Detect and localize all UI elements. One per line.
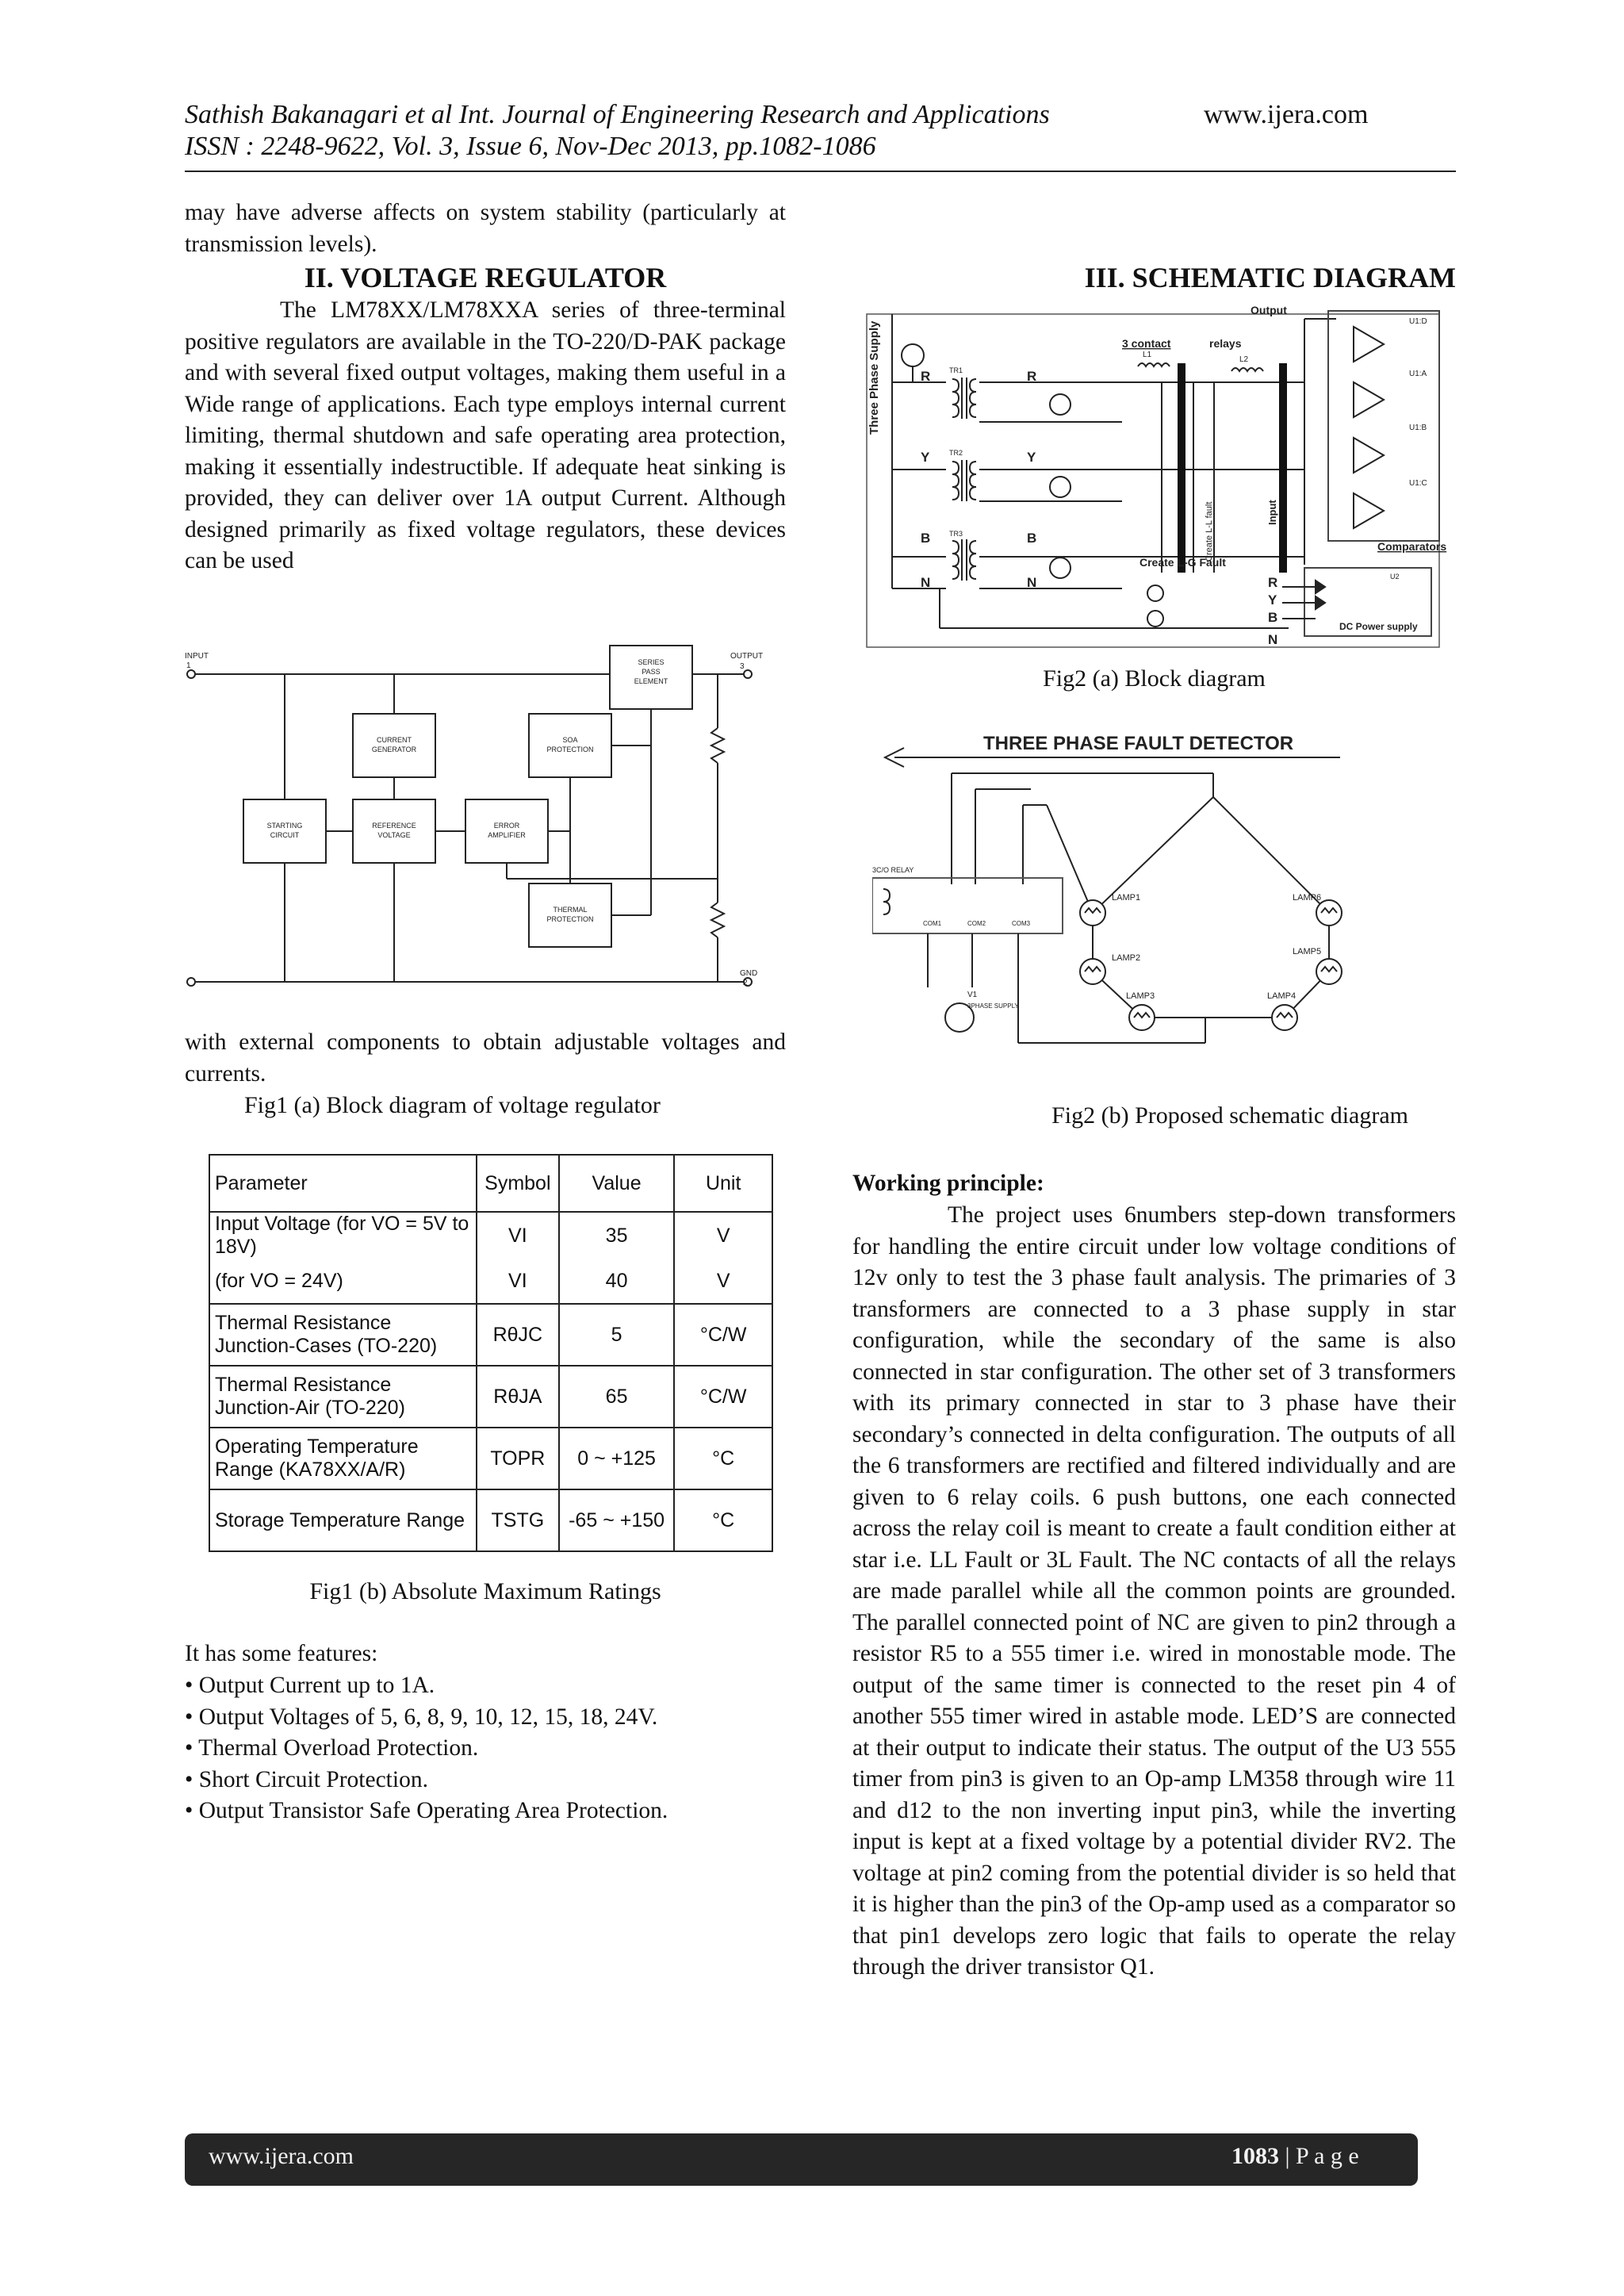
fig2a-r-left: R — [921, 369, 931, 384]
fig1a-reference-text-2: VOLTAGE — [377, 831, 411, 839]
intro-paragraph: may have adverse affects on system stability (particularly at transmission levels). — [185, 200, 786, 257]
fig1a-current-generator-text-1: CURRENT — [377, 736, 412, 744]
figure-2b-schematic — [872, 726, 1435, 1075]
fig2a-transformer-2 — [952, 460, 976, 501]
fig2a-input-label: Input — [1266, 500, 1278, 525]
fig2b-lamp1-icon — [1080, 900, 1105, 926]
fig1a-input-pin: 1 — [186, 661, 191, 670]
table-cell: Input Voltage (for VO = 5V to 18V) — [209, 1212, 477, 1259]
fig2a-three-phase-label: Three Phase Supply — [868, 320, 881, 435]
fig2a-n-mid: N — [1027, 575, 1037, 590]
table-row — [209, 1489, 772, 1551]
page-number: 1083 — [1231, 2143, 1279, 2169]
table-cell: 40 — [559, 1259, 675, 1304]
fig1a-reference-text-1: REFERENCE — [372, 822, 416, 830]
table-cell: 0 ~ +125 — [559, 1428, 675, 1489]
table-cell: -65 ~ +150 — [559, 1489, 675, 1551]
fig2b-relay-label: 3C/O RELAY — [872, 866, 914, 874]
table-row — [209, 1366, 772, 1428]
list-item: • Output Voltages of 5, 6, 8, 9, 10, 12, 15, 18, 24V. — [185, 1704, 658, 1730]
fig1a-soa-text-2: PROTECTION — [546, 746, 594, 753]
header-rule — [185, 171, 1456, 172]
fig2a-frame — [867, 314, 1439, 647]
fig2b-lamp5-icon — [1316, 959, 1342, 984]
table-cell: °C — [674, 1489, 772, 1551]
fig2b-lamp2-icon — [1080, 959, 1105, 984]
fig2a-transformer-1 — [952, 378, 976, 419]
table-cell: RθJA — [477, 1366, 559, 1428]
after-figure-paragraph: with external components to obtain adjustable voltages and currents. — [185, 1029, 786, 1087]
list-item: • Short Circuit Protection. — [185, 1766, 428, 1792]
fig2b-lamp4-icon — [1272, 1005, 1297, 1030]
fig2a-y-right: Y — [1268, 592, 1277, 608]
fig2b-lamp3-icon — [1129, 1005, 1155, 1030]
footer-site-link[interactable]: www.ijera.com — [209, 2143, 354, 2169]
absolute-maximum-ratings-table — [209, 1154, 773, 1552]
fig2b-v1-label: V1 — [967, 991, 978, 999]
table-cell: V — [674, 1259, 772, 1304]
fig1a-output-label: OUTPUT — [730, 652, 764, 661]
fig2a-meter-2-icon — [1050, 477, 1071, 497]
section-3-heading: III. SCHEMATIC DIAGRAM — [1084, 262, 1456, 293]
fig2a-r-mid: R — [1027, 369, 1037, 384]
section-2-text: The LM78XX/LM78XXA series of three-terminal positive regulators are available in the TO-220/D-PAK package and with several fixed output voltages, making them useful in a Wide range of applications. Each type employs internal current limiting, thermal shutdown and safe operating area protection, making it essentially indestructible. If adequate heat sinking is provided, they can deliver over 1A output Current. Although designed primarily as fixed voltage regulators, these devices can be used — [185, 297, 786, 573]
fig2a-l1-label: L1 — [1143, 351, 1152, 359]
table-cell: Storage Temperature Range — [209, 1489, 477, 1551]
table-row — [209, 1428, 772, 1489]
fig2a-dc-power-label: DC Power supply — [1339, 621, 1418, 632]
fig2a-meter-4-icon — [1147, 585, 1163, 601]
fig2a-relays-label: relays — [1209, 337, 1242, 350]
fig2a-transformer-3 — [952, 539, 976, 581]
fig2a-b-mid: B — [1027, 531, 1037, 546]
table-cell: °C — [674, 1428, 772, 1489]
fig2a-y-mid: Y — [1027, 450, 1036, 465]
fig2a-output-label: Output — [1251, 304, 1287, 316]
fig1a-series-pass-text-2: PASS — [642, 668, 661, 676]
table-cell: TOPR — [477, 1428, 559, 1489]
table-row — [209, 1304, 772, 1366]
fig2a-b-right: B — [1268, 610, 1278, 625]
fig2b-lamp3-label: LAMP3 — [1126, 991, 1155, 1001]
fig2a-meter-1-icon — [1050, 394, 1071, 415]
fig2a-b-left: B — [921, 531, 931, 546]
table-cell: 5 — [559, 1304, 675, 1366]
fig2a-tr2-label: TR2 — [949, 449, 963, 457]
figure-1a-block-diagram — [185, 641, 794, 994]
fig1a-ground-left-terminal — [187, 978, 195, 986]
fig1a-thermal-text-1: THERMAL — [553, 906, 588, 914]
list-item: • Output Transistor Safe Operating Area Protection. — [185, 1798, 668, 1823]
running-header-issn: ISSN : 2248-9622, Vol. 3, Issue 6, Nov-Dec 2013, pp.1082-1086 — [185, 132, 876, 161]
fig1a-series-pass-text-1: SERIES — [638, 658, 665, 666]
fig2b-relay-coil-icon — [883, 889, 890, 914]
figure-1b-ratings-table — [209, 1154, 773, 1574]
fig1a-error-amplifier-text-2: AMPLIFIER — [488, 831, 526, 839]
fig1a-output-pin: 3 — [740, 662, 745, 671]
table-header-cell: Unit — [674, 1155, 772, 1212]
fig2a-meter-3-icon — [1050, 558, 1071, 578]
fig2b-lamp2-label: LAMP2 — [1112, 953, 1141, 963]
fig2a-y-left: Y — [921, 450, 930, 465]
fig2a-opamp-2-icon — [1354, 382, 1384, 417]
fig1a-starting-text-1: STARTING — [266, 822, 303, 830]
running-header-title: Sathish Bakanagari et al Int. Journal of Engineering Research and Applications — [185, 100, 1050, 129]
fig2a-relay-coil-2-icon — [1231, 368, 1263, 371]
fig1a-gnd-pin: 2 — [743, 979, 748, 987]
features-intro: It has some features: — [185, 1641, 378, 1666]
fig2a-3contact-label: 3 contact — [1122, 337, 1171, 350]
figure-1a-caption: Fig1 (a) Block diagram of voltage regulator — [244, 1092, 661, 1118]
fig2a-n-left: N — [921, 575, 931, 590]
figure-2a-block-diagram — [860, 303, 1454, 655]
fig1a-thermal-text-2: PROTECTION — [546, 915, 594, 923]
table-cell: Thermal Resistance Junction-Air (TO-220) — [209, 1366, 477, 1428]
fig2b-lamp4-label: LAMP4 — [1267, 991, 1297, 1001]
page-label: | P a g e — [1279, 2143, 1359, 2169]
table-cell: Operating Temperature Range (KA78XX/A/R) — [209, 1428, 477, 1489]
figure-1b-caption: Fig1 (b) Absolute Maximum Ratings — [309, 1578, 661, 1604]
fig2a-meter-5-icon — [1147, 611, 1163, 627]
fig2a-tr1-label: TR1 — [949, 366, 963, 374]
fig2a-relay-bar-2 — [1279, 363, 1287, 573]
fig1a-series-pass-text-3: ELEMENT — [634, 677, 668, 685]
fig2a-r-right: R — [1268, 575, 1278, 590]
fig2a-u2-label: U2 — [1390, 573, 1400, 581]
fig2a-diode-2-icon — [1316, 596, 1325, 609]
fig2a-relay-bar-1 — [1178, 363, 1185, 573]
list-item: • Output Current up to 1A. — [185, 1673, 435, 1698]
fig1a-input-terminal — [187, 670, 195, 678]
fig1a-input-label: INPUT — [185, 652, 209, 661]
working-principle-paragraph — [852, 1200, 1456, 1984]
fig2b-title: THREE PHASE FAULT DETECTOR — [983, 733, 1294, 754]
table-cell: °C/W — [674, 1366, 772, 1428]
fig2a-opamp-3-icon — [1354, 438, 1384, 473]
fig2a-diode-1-icon — [1316, 581, 1325, 593]
table-cell: VI — [477, 1212, 559, 1259]
fig2a-create-ll-label: Create L-L fault — [1205, 501, 1214, 562]
working-principle-heading: Working principle: — [852, 1171, 1044, 1196]
fig2b-lamp5-label: LAMP5 — [1293, 947, 1322, 956]
table-cell: VI — [477, 1259, 559, 1304]
fig2b-lamp6-label: LAMP6 — [1293, 893, 1322, 903]
working-principle-text: The project uses 6numbers step-down transformers for handling the entire circuit under low voltage conditions of 12v only to test the 3 phase fault analysis. The primaries of 3 transformers are connected to a 3 phase supply in star configuration, while the secondary of the same is also connected in star configuration. The other set of 3 transformers with its primary connected in star to 3 phase have their secondary’s connected in delta configuration. The outputs of all the 6 transformers are rectified and filtered individually and are given to 6 relay coils. 6 push buttons, one each connected across the relay coil is meant to create a fault condition either at star i.e. LL Fault or 3L Fault. The NC contacts of all the relays are made parallel while all the common points are grounded. The parallel connected point of NC are given to pin2 through a resistor R5 to a 555 timer i.e. wired in monostable mode. The output of the same timer is connected to the reset pin 4 of another 555 timer wired in astable mode. LED’S are connected at their output to indicate their status. The output of the U3 555 timer from pin3 is given to an Op-amp LM358 through wire 11 and d12 to the non inverting input pin3, while the inverting input is kept at a fixed voltage by a potential divider RV2. The voltage at pin2 coming from the potential divider is so held that it is higher than the pin3 of the Op-amp used as a comparator so that pin1 develops zero logic that fails to operate the relay through the driver transistor Q1. — [852, 1202, 1456, 1980]
fig2b-com2: COM2 — [967, 920, 986, 927]
fig2a-u1c-label: U1:C — [1409, 479, 1427, 488]
fig1a-current-generator-text-2: GENERATOR — [371, 746, 417, 753]
fig2a-opamp-1-icon — [1354, 327, 1384, 362]
fig2b-com3: COM3 — [1012, 920, 1031, 927]
fig2a-source-icon — [902, 344, 924, 366]
fig2b-lamp6-icon — [1316, 900, 1342, 926]
fig1a-gnd-label: GND — [740, 969, 758, 978]
fig2a-opamp-4-icon — [1354, 493, 1384, 528]
fig2b-delta-loop — [1093, 797, 1329, 1018]
table-cell: 35 — [559, 1212, 675, 1259]
fig1a-output-terminal — [744, 670, 752, 678]
table-cell: V — [674, 1212, 772, 1259]
table-cell: TSTG — [477, 1489, 559, 1551]
table-header-cell: Symbol — [477, 1155, 559, 1212]
figure-2a-caption: Fig2 (a) Block diagram — [1043, 665, 1266, 692]
table-cell: Thermal Resistance Junction-Cases (TO-220) — [209, 1304, 477, 1366]
table-header-cell: Value — [559, 1155, 675, 1212]
fig2b-com1: COM1 — [923, 920, 942, 927]
section-2-heading: II. VOLTAGE REGULATOR — [304, 262, 667, 293]
fig2b-lamp1-label: LAMP1 — [1112, 893, 1141, 903]
table-row — [209, 1259, 772, 1304]
table-header-cell: Parameter — [209, 1155, 477, 1212]
fig2a-u1b-label: U1:B — [1409, 424, 1427, 432]
list-item: • Thermal Overload Protection. — [185, 1735, 479, 1761]
table-cell: (for VO = 24V) — [209, 1259, 477, 1304]
table-row — [209, 1212, 772, 1259]
fig2a-comparators-label: Comparators — [1377, 540, 1447, 553]
running-header-site: www.ijera.com — [1204, 100, 1369, 129]
features-list — [185, 1670, 803, 1827]
fig2a-create-lg-label: Create L-G Fault — [1139, 556, 1226, 569]
fig2a-tr3-label: TR3 — [949, 530, 963, 538]
table-cell: RθJC — [477, 1304, 559, 1366]
footer-page-number — [1231, 2143, 1359, 2170]
table-cell: °C/W — [674, 1304, 772, 1366]
section-2-paragraph — [185, 295, 786, 577]
fig2b-supply-label: 3PHASE SUPPLY — [967, 1002, 1019, 1010]
page-footer — [185, 2133, 1418, 2186]
fig1a-soa-text-1: SOA — [562, 736, 578, 744]
fig2a-relay-coil-1-icon — [1138, 363, 1170, 366]
fig2a-n-right: N — [1268, 632, 1278, 647]
fig2a-l2-label: L2 — [1239, 355, 1249, 364]
fig2a-u1a-label: U1:A — [1409, 370, 1427, 378]
fig2a-u1d-label: U1:D — [1409, 317, 1427, 326]
fig1a-error-amplifier-text-1: ERROR — [493, 822, 520, 830]
table-cell: 65 — [559, 1366, 675, 1428]
figure-2b-caption: Fig2 (b) Proposed schematic diagram — [1051, 1102, 1408, 1129]
fig1a-starting-text-2: CIRCUIT — [270, 831, 300, 839]
table-header-row — [209, 1155, 772, 1212]
